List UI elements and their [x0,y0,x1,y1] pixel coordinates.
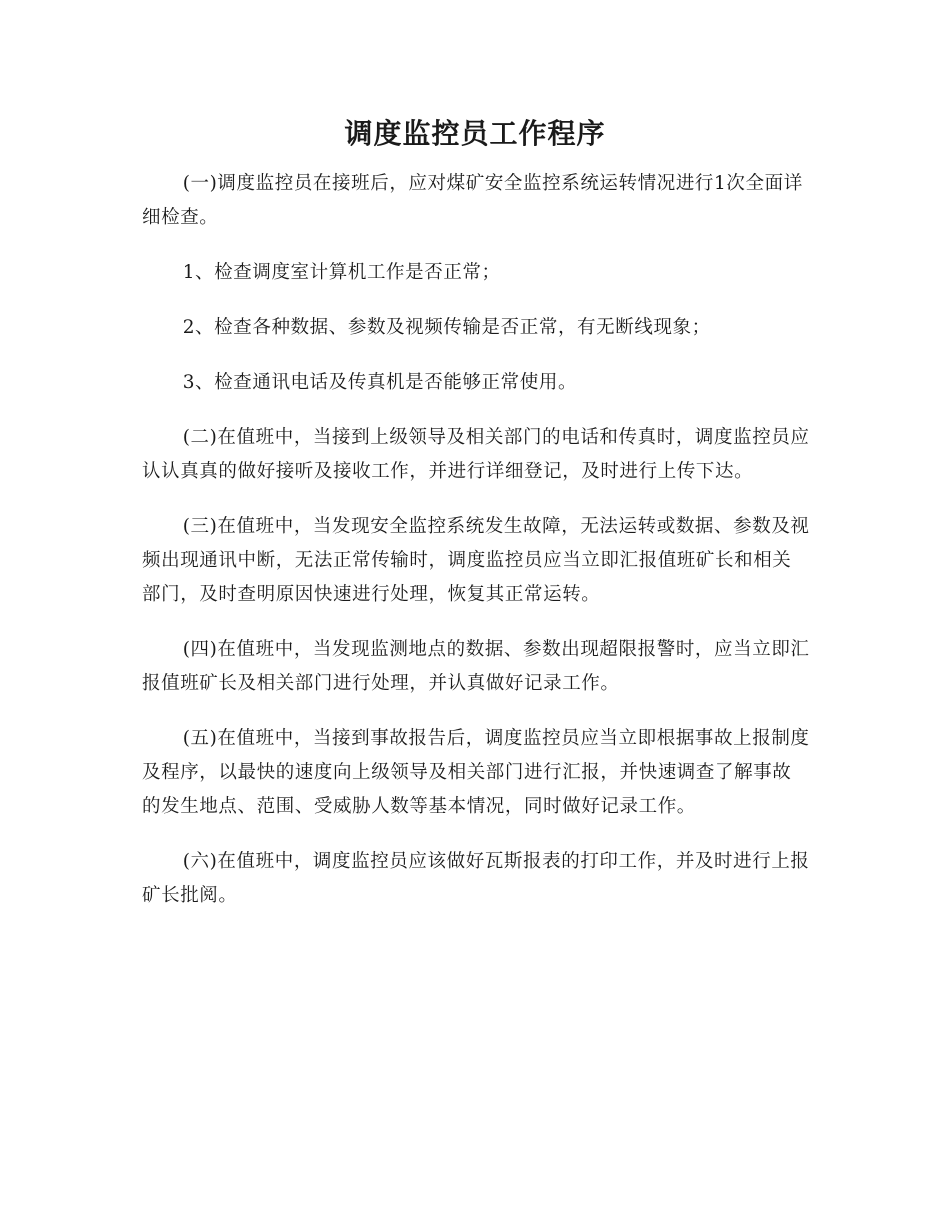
paragraph-2: (二)在值班中，当接到上级领导及相关部门的电话和传真时，调度监控员应认认真真的做好接听及接收工作，并进行详细登记，及时进行上传下达。 [142,427,810,482]
paragraph-check-2: 2、检查各种数据、参数及视频传输是否正常，有无断线现象； [182,317,711,338]
document-title: 调度监控员工作程序 [344,117,606,150]
paragraph-6: (六)在值班中，调度监控员应该做好瓦斯报表的打印工作，并及时进行上报矿长批阅。 [142,851,810,906]
paragraph-check-1: 1、检查调度室计算机工作是否正常； [182,262,501,283]
paragraph-4: (四)在值班中，当发现监测地点的数据、参数出现超限报警时，应当立即汇报值班矿长及相关部门进行处理，并认真做好记录工作。 [142,639,810,694]
paragraph-5: (五)在值班中，当接到事故报告后，调度监控员应当立即根据事故上报制度及程序，以最快的速度向上级领导及相关部门进行汇报，并快速调查了解事故的发生地点、范围、受威胁人数等基本情况，同时做好记录工作。 [142,728,810,817]
paragraph-3: (三)在值班中，当发现安全监控系统发生故障，无法运转或数据、参数及视频出现通讯中断，无法正常传输时，调度监控员应当立即汇报值班矿长和相关部门，及时查明原因快速进行处理，恢复其正常运转。 [142,516,810,605]
paragraph-check-3: 3、检查通讯电话及传真机是否能够正常使用。 [182,372,578,393]
paragraph-1: (一)调度监控员在接班后，应对煤矿安全监控系统运转情况进行1次全面详细检查。 [142,173,803,228]
document-body [142,167,810,913]
